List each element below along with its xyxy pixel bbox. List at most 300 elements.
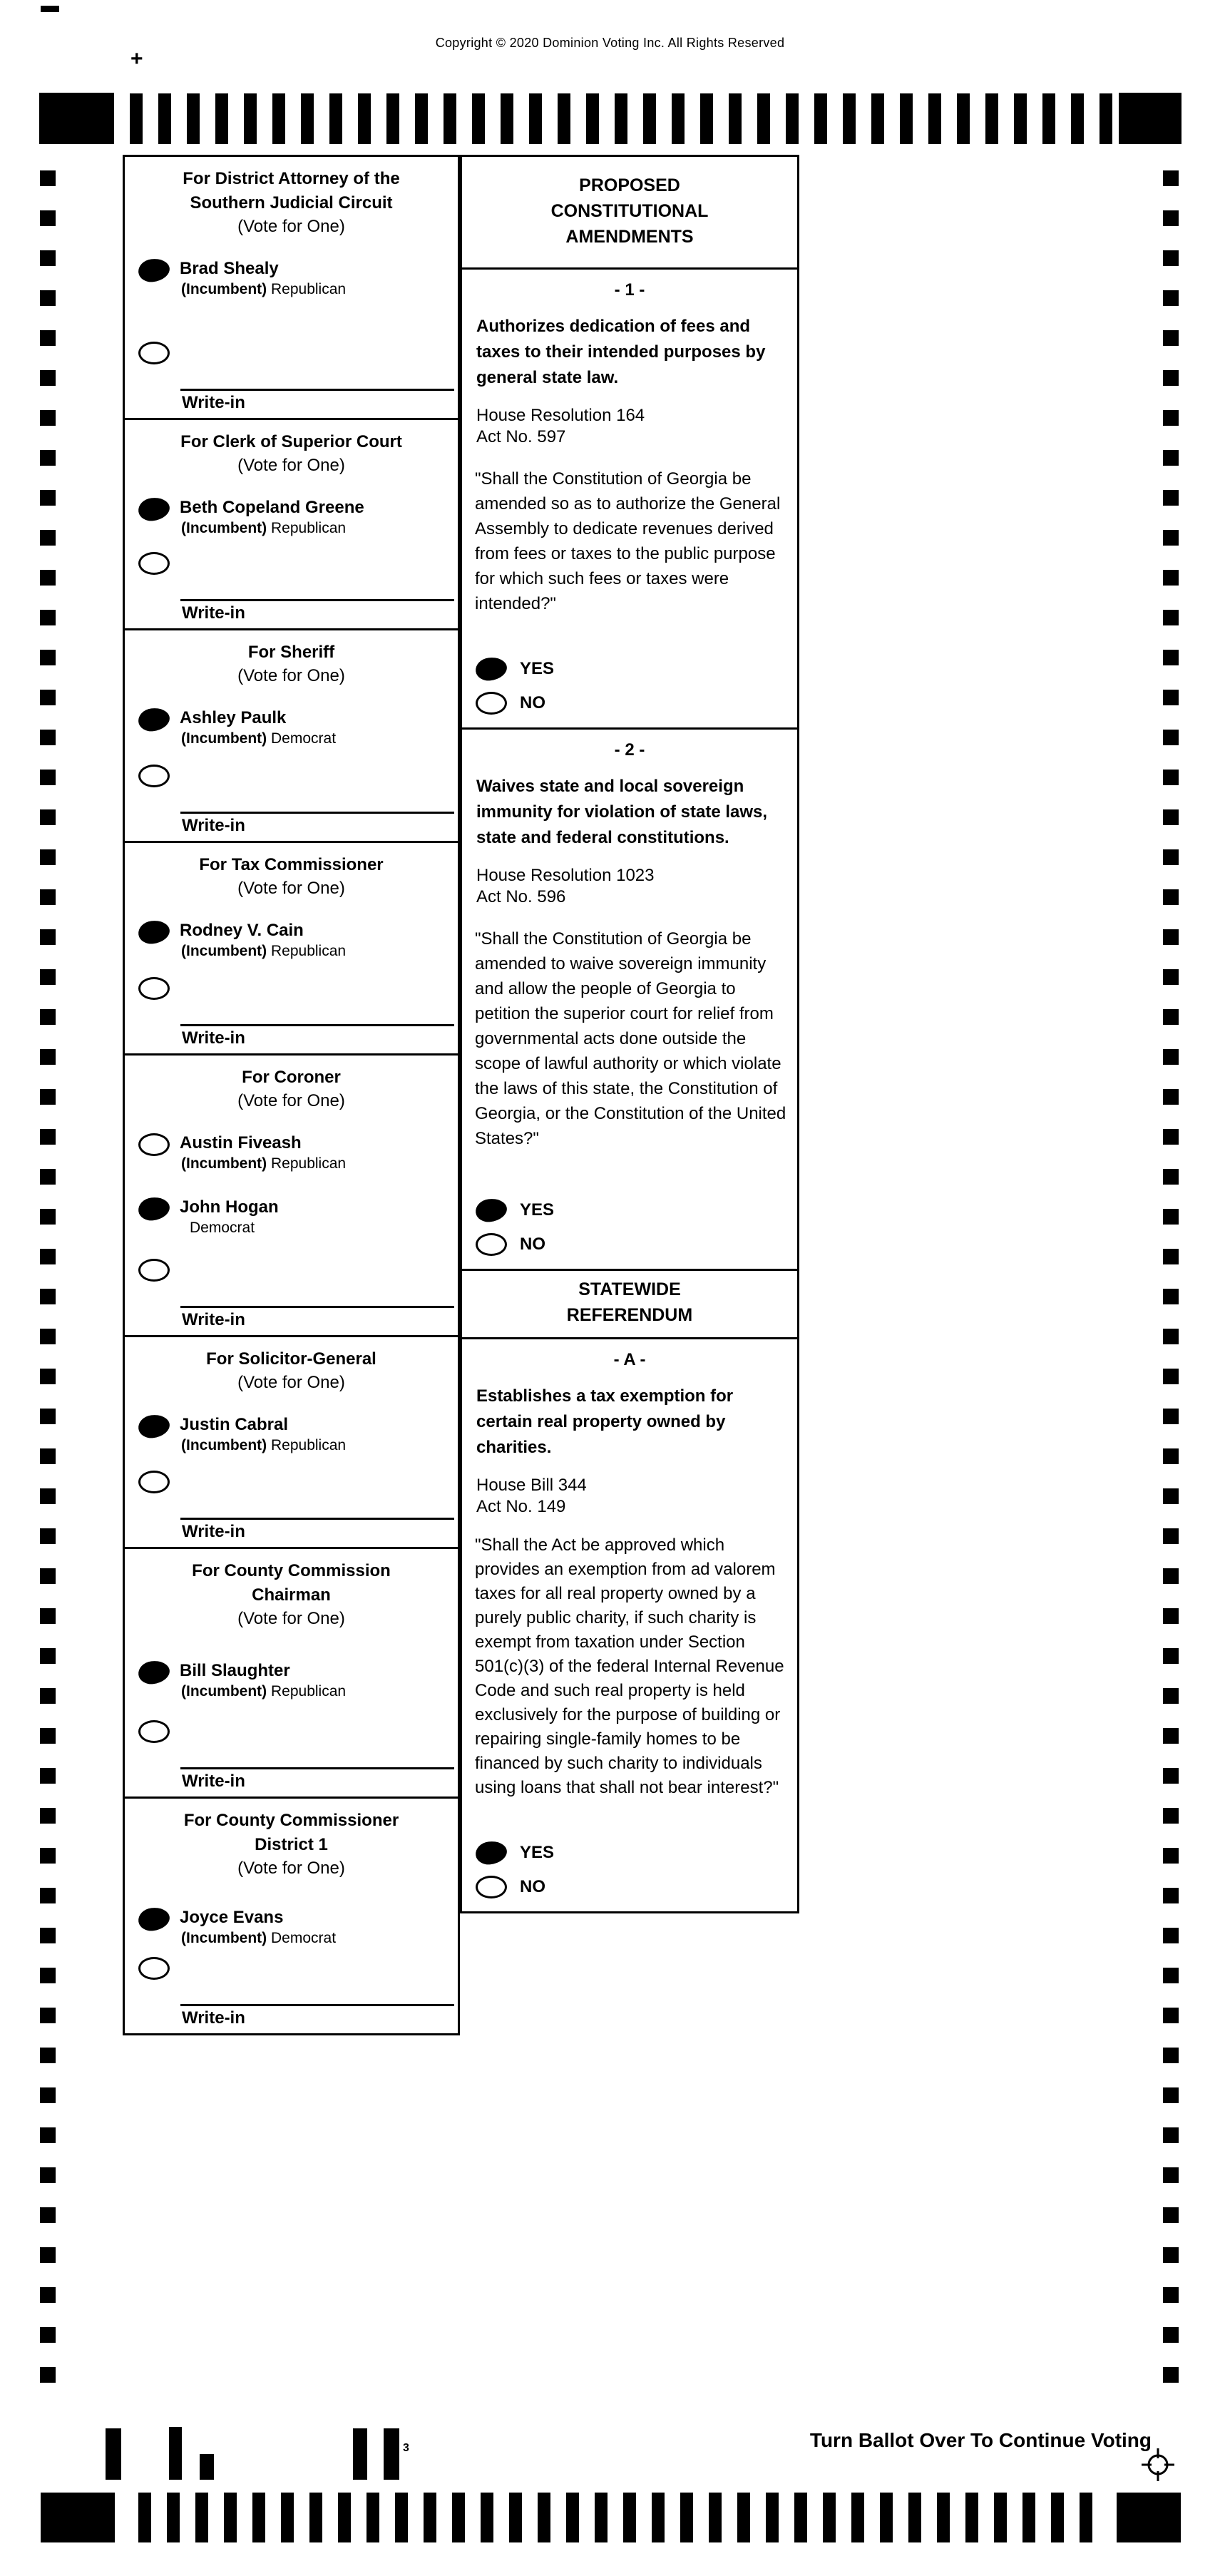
timing-mark <box>1163 1528 1179 1544</box>
timing-mark <box>1163 1409 1179 1424</box>
timing-mark <box>1163 250 1179 266</box>
timing-mark <box>40 2327 56 2343</box>
timing-mark <box>1163 969 1179 985</box>
timing-mark <box>1163 2048 1179 2063</box>
timing-mark <box>472 93 485 144</box>
timing-mark <box>680 2493 693 2542</box>
yes-oval-filled[interactable] <box>474 1839 508 1866</box>
timing-mark <box>395 2493 408 2542</box>
timing-mark <box>40 1169 56 1185</box>
copyright-line: Copyright © 2020 Dominion Voting Inc. All Rights Reserved <box>435 36 785 50</box>
timing-mark <box>40 2087 56 2103</box>
timing-mark <box>41 2493 115 2542</box>
timing-mark <box>252 2493 265 2542</box>
vote-for-one-label: (Vote for One) <box>237 666 345 685</box>
timing-mark <box>358 93 371 144</box>
no-choice-row <box>462 1233 797 1256</box>
timing-mark <box>1163 1728 1179 1744</box>
timing-mark <box>40 330 56 346</box>
contest-title: For County Commissioner District 1 <box>183 1811 399 1854</box>
no-oval-empty[interactable] <box>476 1876 507 1898</box>
registration-crosshair-icon <box>1141 2448 1175 2482</box>
timing-mark <box>1163 410 1179 426</box>
timing-mark <box>1163 290 1179 306</box>
timing-mark <box>586 93 599 144</box>
contest-title: For District Attorney of the Southern Judicial Circuit <box>183 169 400 213</box>
vote-oval-empty[interactable] <box>138 1133 170 1156</box>
candidate-text <box>180 1660 346 1702</box>
timing-mark <box>937 2493 950 2542</box>
timing-mark <box>1163 210 1179 226</box>
timing-mark <box>643 93 656 144</box>
vote-for-one-label: (Vote for One) <box>237 1859 345 1878</box>
timing-mark <box>40 210 56 226</box>
measure-summary: Waives state and local sovereign immunity for violation of state laws, state and federal constitutions. <box>476 777 768 847</box>
timing-mark <box>1163 1888 1179 1903</box>
timing-mark <box>40 809 56 825</box>
timing-mark <box>40 530 56 546</box>
measure-reference: House Resolution 164 Act No. 597 <box>476 406 645 446</box>
timing-mark <box>957 93 970 144</box>
timing-mark <box>40 1209 56 1225</box>
candidate-name: Ashley Paulk <box>180 708 287 727</box>
candidate-row <box>125 1660 458 1702</box>
vote-for-one-label: (Vote for One) <box>237 879 345 898</box>
timing-mark <box>329 93 342 144</box>
timing-mark <box>1163 330 1179 346</box>
timing-mark <box>215 93 228 144</box>
timing-mark <box>757 93 770 144</box>
writein-oval[interactable] <box>138 765 170 787</box>
timing-mark <box>40 2287 56 2303</box>
candidate-row <box>125 258 458 300</box>
candidate-party: (Incumbent) Republican <box>181 1155 347 1172</box>
candidate-row <box>125 1907 458 1948</box>
timing-mark <box>1117 2493 1181 2542</box>
measure-question: "Shall the Constitution of Georgia be amended so as to authorize the General Assembly to dedicate revenues derived from fees or taxes to the public purpose for which such fees or taxes were intended?" <box>475 469 781 613</box>
timing-mark <box>1163 1289 1179 1304</box>
writein-oval[interactable] <box>138 1957 170 1980</box>
amendments-header: PROPOSED CONSTITUTIONAL AMENDMENTS <box>550 175 709 247</box>
timing-mark <box>40 1808 56 1824</box>
timing-mark <box>40 2247 56 2263</box>
timing-mark <box>40 1968 56 1983</box>
ballot-code-bar <box>106 2428 121 2480</box>
timing-mark <box>40 2008 56 2023</box>
timing-mark <box>167 2493 180 2542</box>
contest-clerk-superior-court <box>125 418 458 628</box>
timing-mark <box>729 93 742 144</box>
writein-oval-row <box>125 765 458 787</box>
timing-mark <box>1163 530 1179 546</box>
candidate-name: Austin Fiveash <box>180 1133 302 1152</box>
referendum-header-box <box>462 1271 797 1339</box>
candidate-row <box>125 707 458 749</box>
vote-oval-filled[interactable] <box>137 257 171 283</box>
timing-mark <box>40 570 56 586</box>
timing-mark <box>40 1488 56 1504</box>
timing-mark <box>1163 1129 1179 1145</box>
vote-for-one-label: (Vote for One) <box>237 1091 345 1110</box>
sheet-number: 3 <box>403 2442 409 2454</box>
writein-label: Write-in <box>182 603 245 623</box>
timing-mark <box>158 93 171 144</box>
writein-oval[interactable] <box>138 342 170 364</box>
writein-area[interactable] <box>180 599 454 624</box>
timing-mark <box>994 2493 1007 2542</box>
timing-mark <box>1163 929 1179 945</box>
timing-mark <box>40 490 56 506</box>
writein-oval-row <box>125 1471 458 1493</box>
timing-mark <box>786 93 799 144</box>
contest-title: For Coroner <box>242 1068 341 1087</box>
timing-mark <box>40 1289 56 1304</box>
writein-oval[interactable] <box>138 1471 170 1493</box>
measure-referendum-a <box>462 1339 797 1911</box>
timing-mark <box>501 93 513 144</box>
vote-oval-filled[interactable] <box>137 496 171 522</box>
timing-mark <box>195 2493 208 2542</box>
writein-oval[interactable] <box>138 977 170 1000</box>
timing-mark <box>40 929 56 945</box>
candidate-text <box>180 258 346 300</box>
timing-mark <box>700 93 713 144</box>
timing-mark <box>40 290 56 306</box>
writein-label: Write-in <box>182 816 245 835</box>
contest-title: For Solicitor-General <box>206 1349 376 1369</box>
yes-choice-row <box>462 658 797 680</box>
timing-mark <box>40 610 56 625</box>
timing-mark <box>40 969 56 985</box>
writein-label: Write-in <box>182 1028 245 1048</box>
contest-solicitor-general <box>125 1335 458 1547</box>
contest-title: For Clerk of Superior Court <box>180 432 402 451</box>
writein-oval-row <box>125 977 458 1000</box>
candidate-text <box>180 1133 346 1174</box>
timing-mark <box>595 2493 608 2542</box>
timing-mark <box>985 93 998 144</box>
measure-summary: Establishes a tax exemption for certain real property owned by charities. <box>476 1386 734 1457</box>
timing-mark <box>1099 93 1112 144</box>
timing-mark <box>1163 1488 1179 1504</box>
timing-mark <box>529 93 542 144</box>
contest-coroner <box>125 1053 458 1335</box>
contests-column <box>123 155 460 2035</box>
vote-oval-filled[interactable] <box>137 1906 171 1932</box>
timing-mark <box>1163 1249 1179 1264</box>
timing-mark <box>424 2493 436 2542</box>
writein-label: Write-in <box>182 1772 245 1791</box>
timing-mark <box>40 2048 56 2063</box>
contest-title: For Sheriff <box>247 643 335 662</box>
timing-mark <box>1163 1448 1179 1464</box>
timing-mark <box>40 410 56 426</box>
candidate-name: Bill Slaughter <box>180 1661 290 1680</box>
timing-mark <box>40 690 56 705</box>
timing-mark <box>39 93 114 144</box>
timing-mark <box>1163 730 1179 745</box>
timing-mark <box>338 2493 351 2542</box>
timing-mark <box>40 450 56 466</box>
timing-mark <box>1163 1968 1179 1983</box>
measure-number: - 2 - <box>614 740 645 760</box>
timing-mark <box>40 1089 56 1105</box>
timing-mark <box>851 2493 864 2542</box>
timing-mark <box>1163 650 1179 665</box>
timing-mark <box>1163 2008 1179 2023</box>
timing-mark <box>1163 570 1179 586</box>
writein-oval[interactable] <box>138 552 170 575</box>
writein-area[interactable] <box>180 1024 454 1049</box>
candidate-row <box>125 1414 458 1456</box>
timing-mark <box>1163 1648 1179 1664</box>
vote-for-one-label: (Vote for One) <box>237 217 345 236</box>
timing-mark <box>1163 1808 1179 1824</box>
measures-column <box>460 155 799 1913</box>
timing-mark <box>40 1448 56 1464</box>
measure-amendment-1 <box>462 270 797 730</box>
timing-mark <box>509 2493 522 2542</box>
candidate-party: (Incumbent) Republican <box>181 520 347 536</box>
timing-mark <box>40 2367 56 2383</box>
timing-mark <box>40 1688 56 1704</box>
candidate-text <box>180 1197 279 1238</box>
timing-mark <box>1163 1688 1179 1704</box>
writein-oval-row <box>125 1720 458 1743</box>
timing-mark <box>281 2493 294 2542</box>
timing-mark <box>40 1728 56 1744</box>
measure-amendment-2 <box>462 730 797 1271</box>
timing-mark <box>138 2493 151 2542</box>
timing-mark <box>40 1009 56 1025</box>
timing-mark <box>814 93 827 144</box>
writein-label: Write-in <box>182 1522 245 1541</box>
candidate-row <box>125 920 458 961</box>
writein-area[interactable] <box>180 1767 454 1792</box>
timing-mark <box>1163 2367 1179 2383</box>
no-label: NO <box>520 693 545 712</box>
writein-oval[interactable] <box>138 1720 170 1743</box>
timing-mark <box>40 1848 56 1864</box>
timing-mark <box>1163 849 1179 865</box>
yes-oval-filled[interactable] <box>474 1197 508 1223</box>
vote-oval-filled[interactable] <box>137 706 171 732</box>
vote-oval-filled[interactable] <box>137 1659 171 1685</box>
ballot-code-bar <box>384 2428 399 2480</box>
timing-mark <box>366 2493 379 2542</box>
vote-for-one-label: (Vote for One) <box>237 1609 345 1628</box>
timing-mark <box>1163 1568 1179 1584</box>
timing-mark <box>1163 2287 1179 2303</box>
no-oval-empty[interactable] <box>476 1233 507 1256</box>
writein-area[interactable] <box>180 812 454 837</box>
timing-mark <box>558 93 570 144</box>
measure-number: - 1 - <box>614 280 645 300</box>
measure-reference: House Resolution 1023 Act No. 596 <box>476 866 655 906</box>
timing-mark <box>40 1888 56 1903</box>
candidate-party: (Incumbent) Democrat <box>181 1930 337 1946</box>
timing-mark <box>40 1409 56 1424</box>
timing-mark <box>709 2493 722 2542</box>
timing-mark <box>40 770 56 785</box>
turn-ballot-over-text: Turn Ballot Over To Continue Voting <box>809 2429 1152 2451</box>
timing-mark <box>1163 1329 1179 1344</box>
writein-oval-row <box>125 1259 458 1282</box>
candidate-party: Democrat <box>190 1220 255 1236</box>
no-label: NO <box>520 1235 545 1254</box>
vote-oval-filled[interactable] <box>137 1195 171 1222</box>
candidate-name: Brad Shealy <box>180 259 279 278</box>
timing-mark <box>187 93 200 144</box>
scan-artifact <box>41 6 59 12</box>
timing-mark <box>40 370 56 386</box>
candidate-row <box>125 1197 458 1238</box>
timing-mark <box>794 2493 807 2542</box>
timing-mark <box>1042 93 1055 144</box>
candidate-text <box>180 497 364 538</box>
timing-mark <box>272 93 285 144</box>
timing-mark <box>224 2493 237 2542</box>
candidate-name: John Hogan <box>180 1197 279 1217</box>
writein-oval-row <box>125 1957 458 1980</box>
timing-mark <box>40 730 56 745</box>
writein-label: Write-in <box>182 2008 245 2028</box>
timing-mark <box>1163 2087 1179 2103</box>
writein-oval[interactable] <box>138 1259 170 1282</box>
candidate-party: (Incumbent) Republican <box>181 281 347 297</box>
timing-mark <box>40 250 56 266</box>
timing-mark <box>40 2207 56 2223</box>
timing-mark <box>1163 2207 1179 2223</box>
contest-title: For Tax Commissioner <box>199 855 384 874</box>
timing-mark <box>566 2493 579 2542</box>
candidate-row <box>125 497 458 538</box>
yes-choice-row <box>462 1199 797 1222</box>
candidate-party: (Incumbent) Republican <box>181 1437 347 1453</box>
timing-mark <box>737 2493 750 2542</box>
yes-oval-filled[interactable] <box>474 655 508 682</box>
timing-mark <box>1163 1049 1179 1065</box>
writein-oval-row <box>125 552 458 575</box>
timing-mark <box>444 93 456 144</box>
candidate-text <box>180 920 346 961</box>
timing-mark <box>386 93 399 144</box>
ballot-code-bar <box>169 2427 182 2480</box>
timing-mark <box>652 2493 665 2542</box>
timing-mark <box>615 93 627 144</box>
no-label: NO <box>520 1877 545 1896</box>
yes-choice-row <box>462 1841 797 1864</box>
amendments-header-box <box>462 157 797 270</box>
timing-mark <box>1014 93 1027 144</box>
timing-mark <box>1163 1169 1179 1185</box>
timing-mark <box>130 93 143 144</box>
timing-mark <box>823 2493 836 2542</box>
timing-mark <box>1163 770 1179 785</box>
timing-mark <box>1163 1369 1179 1384</box>
candidate-name: Justin Cabral <box>180 1415 289 1434</box>
timing-mark <box>672 93 685 144</box>
timing-mark <box>1163 370 1179 386</box>
timing-mark <box>40 1249 56 1264</box>
timing-mark <box>1163 1089 1179 1105</box>
writein-area[interactable] <box>180 1306 454 1331</box>
ballot-code-bar <box>200 2454 214 2480</box>
timing-mark <box>1080 2493 1092 2542</box>
timing-mark <box>1163 1848 1179 1864</box>
timing-mark <box>40 2167 56 2183</box>
timing-mark <box>908 2493 921 2542</box>
writein-oval-row <box>125 342 458 364</box>
timing-mark <box>843 93 856 144</box>
timing-mark <box>623 2493 636 2542</box>
timing-mark <box>766 2493 779 2542</box>
timing-mark <box>1163 610 1179 625</box>
referendum-header: STATEWIDE REFERENDUM <box>566 1279 693 1325</box>
timing-mark <box>40 1648 56 1664</box>
measure-question: "Shall the Act be approved which provides an exemption from ad valorem taxes for all real property owned by a purely public charity, if such charity is exempt from taxation under Section 501(c)(3) of the federal Internal Revenue Code and such real property is held exclusively for the purpose of building or repairing single-family homes to be financed by such charity to individuals using loans that shall not bear interest?" <box>475 1535 784 1797</box>
candidate-row <box>125 1133 458 1174</box>
candidate-name: Beth Copeland Greene <box>180 498 364 517</box>
timing-mark <box>900 93 913 144</box>
timing-mark <box>1071 93 1084 144</box>
contest-sheriff <box>125 628 458 841</box>
candidate-party: (Incumbent) Republican <box>181 943 347 959</box>
timing-mark <box>1119 93 1181 144</box>
candidate-text <box>180 1907 336 1948</box>
writein-area[interactable] <box>180 2004 454 2029</box>
timing-mark <box>40 2127 56 2143</box>
no-choice-row <box>462 1876 797 1898</box>
timing-mark <box>40 1049 56 1065</box>
contest-tax-commissioner <box>125 841 458 1053</box>
vote-oval-filled[interactable] <box>137 919 171 945</box>
timing-mark <box>40 1768 56 1784</box>
vote-for-one-label: (Vote for One) <box>237 1373 345 1392</box>
writein-area[interactable] <box>180 1518 454 1543</box>
no-choice-row <box>462 692 797 715</box>
candidate-party: (Incumbent) Democrat <box>181 730 337 747</box>
timing-mark <box>1163 1928 1179 1943</box>
candidate-text <box>180 1414 346 1456</box>
timing-mark <box>40 889 56 905</box>
timing-mark <box>1022 2493 1035 2542</box>
timing-mark <box>1163 450 1179 466</box>
contest-county-commission-chairman <box>125 1547 458 1796</box>
writein-area[interactable] <box>180 389 454 414</box>
timing-mark <box>40 650 56 665</box>
yes-label: YES <box>520 1843 555 1862</box>
timing-mark <box>538 2493 550 2542</box>
timing-mark <box>309 2493 322 2542</box>
candidate-text <box>180 707 336 749</box>
candidate-name: Joyce Evans <box>180 1908 284 1927</box>
timing-mark <box>452 2493 465 2542</box>
timing-mark <box>40 1329 56 1344</box>
timing-mark <box>40 1528 56 1544</box>
no-oval-empty[interactable] <box>476 692 507 715</box>
timing-mark <box>1163 889 1179 905</box>
timing-mark <box>1051 2493 1064 2542</box>
timing-mark <box>1163 1009 1179 1025</box>
timing-mark <box>928 93 941 144</box>
vote-oval-filled[interactable] <box>137 1413 171 1439</box>
timing-mark <box>871 93 884 144</box>
timing-mark <box>880 2493 893 2542</box>
ballot-code-bar <box>353 2428 367 2480</box>
timing-mark <box>415 93 428 144</box>
timing-mark <box>1163 809 1179 825</box>
